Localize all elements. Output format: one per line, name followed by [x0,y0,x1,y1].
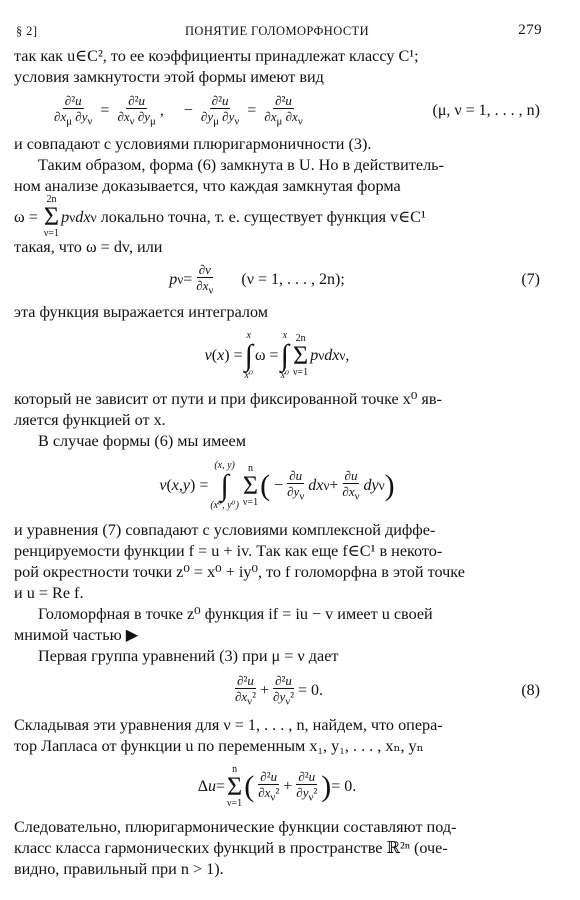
text-line: условия замкнутости этой формы имеют вид [14,68,324,86]
text-line: тор Лапласа от функции u по переменным x₁, y₁, . . . , xₙ, yₙ [14,737,424,755]
text-line: Первая группа уравнений (3) при μ = ν дает [38,647,339,665]
text-line: видно, правильный при n > 1). [14,860,224,878]
eq7-lhs: p [169,271,178,288]
running-title: ПОНЯТИЕ ГОЛОМОРФНОСТИ [184,24,370,38]
equation-integral-v: v ( x ) = x ∫ x⁰ ω = x ∫ x⁰ 2n Σ ν=1 p ν dx ν , [204,330,350,381]
text-line: ном анализе доказывается, что каждая замкнутая форма [14,177,401,195]
equation-number: (8) [521,682,540,699]
text-line: рой окрестности точки z⁰ = x⁰ + iy⁰, то f голоморфна в этой точке [14,563,465,581]
equation-integral-form6: v ( x , y ) = (x, y) ∫ (x⁰, y⁰) n Σ ν=1 ( − $\frac{\partial u}{\partial y_\nu}$ dx ν + $\frac{\partial u}{\partial x_\nu}$ dy ν ) [159,460,395,511]
text-line: который не зависит от пути и при фиксированной точке x⁰ яв- [14,390,442,408]
section-label: § 2] [16,24,38,38]
text-line: Складывая эти уравнения для ν = 1, . . . , n, найдем, что опера- [14,716,443,734]
text-line: так как u∈C², то ее коэффициенты принадлежат классу C¹; [14,47,419,65]
text-line: Таким образом, форма (6) замкнута в U. Но в действитель- [38,156,444,174]
equation-range: (μ, ν = 1, . . . , n) [432,102,540,119]
equation-7: p ν = $\frac{\partial v}{\partial x_\nu}$ (ν = 1, . . . , 2n); (7) [169,261,540,297]
equation-number: (7) [521,271,540,288]
text-line: ренцируемости функции f = u + iv. Так как еще f∈C¹ в некото- [14,542,443,560]
text-line: класс класса гармонических функций в пространстве ℝ²ⁿ (оче- [14,839,448,857]
equation-closedness: $\frac{\text{∂²u}}{\partial x_\mu \partial y_\nu}$ = $\frac{\text{∂²u}}{\partial x_\nu \partial y_\mu}$ , − $\frac{\text{∂²u}}{\partial y_\mu \partial y_\nu}$ = $\frac{\text{∂²u}}{\partial x_\mu \partial x_\nu}$ (μ, ν = 1, . . . , n) [54,92,540,128]
equation-8: $\frac{\text{∂²u}}{\partial x_\nu^2}$ + $\frac{\text{∂²u}}{\partial y_\nu^2}$ = 0. (8) [234,672,540,708]
equation-laplacian: Δ u = n Σ ν=1 ( $\frac{\text{∂²u}}{\partial x_\nu^2}$ + $\frac{\text{∂²u}}{\partial y_\nu^2}$ ) = 0. [197,764,357,809]
text-line: и совпадают с условиями плюригармоничности (3). [14,135,372,153]
running-header [14,20,540,40]
equation-form-omega: ω = 2n Σ ν=1 p ν dx ν локально точна, т. е. существует функция v∈C¹ [14,194,426,239]
text-line: В случае формы (6) мы имеем [38,432,246,450]
text-line: Следовательно, плюригармонические функции составляют под- [14,818,457,836]
text-line: Голоморфная в точке z⁰ функция if = iu − v имеет u своей [38,605,433,623]
page-number: 279 [518,22,542,38]
text-line: такая, что ω = dv, или [14,238,163,256]
text-line: ляется функцией от x. [14,411,166,429]
text-line: и уравнения (7) совпадают с условиями комплексной диффе- [14,521,436,539]
page [14,20,540,880]
text-line: локально точна, т. е. существует функция v∈C¹ [100,207,426,226]
text-line: и u = Re f. [14,584,84,602]
text-line: мнимой частью ▶ [14,626,139,644]
equation-range: (ν = 1, . . . , 2n); [241,271,345,288]
text-line: эта функция выражается интегралом [14,303,269,321]
